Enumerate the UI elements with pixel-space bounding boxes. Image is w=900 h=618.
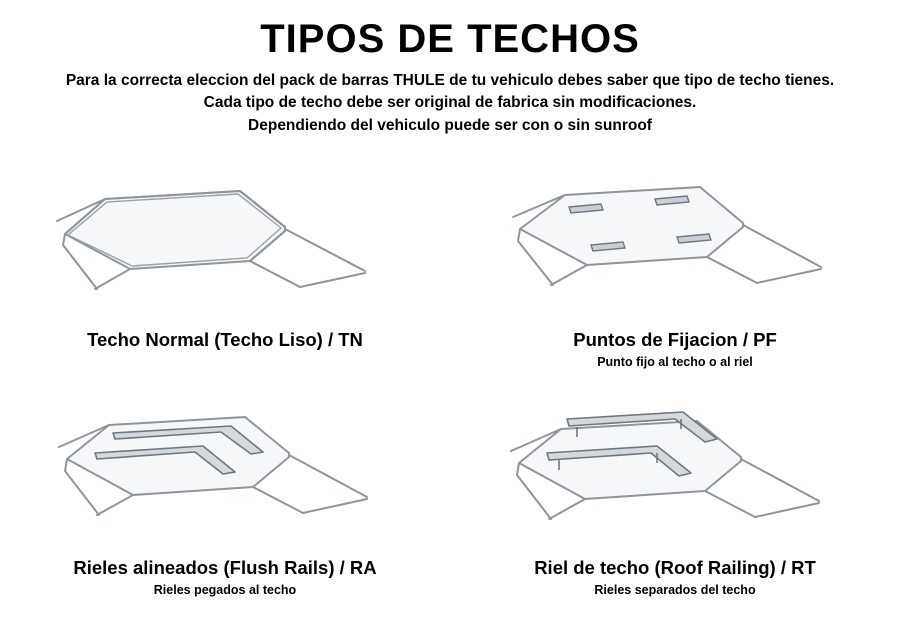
roof-type-card-pf	[450, 163, 900, 383]
car-roof-fixpoints-icon	[485, 169, 865, 319]
roof-types-infographic	[0, 18, 900, 618]
page-subtitle	[30, 70, 870, 137]
car-roof-flush-rails-icon	[35, 397, 415, 547]
roof-type-card-ra	[0, 383, 450, 603]
roof-type-card-rt	[450, 383, 900, 603]
subtitle-line-1: Para la correcta eleccion del pack de barras THULE de tu vehiculo debes saber que tipo de techo tienes.	[65, 72, 835, 89]
roof-type-card-tn	[0, 163, 450, 383]
card-note-pf: Punto fijo al techo o al riel	[597, 355, 753, 369]
card-caption-ra: Rieles alineados (Flush Rails) / RA	[73, 557, 377, 578]
car-roof-raised-railing-icon	[485, 397, 865, 547]
page-title: TIPOS DE TECHOS	[260, 17, 640, 61]
card-note-rt: Rieles separados del techo	[594, 583, 756, 597]
card-caption-pf: Puntos de Fijacion / PF	[573, 329, 777, 350]
card-note-ra: Rieles pegados al techo	[153, 583, 297, 597]
card-caption-rt: Riel de techo (Roof Railing) / RT	[534, 557, 816, 578]
subtitle-line-2: Cada tipo de techo debe ser original de fabrica sin modificaciones.	[203, 94, 697, 112]
card-caption-tn: Techo Normal (Techo Liso) / TN	[87, 329, 363, 350]
car-roof-plain-icon	[35, 169, 415, 319]
roof-type-grid	[0, 163, 900, 603]
subtitle-line-3: Dependiendo del vehiculo puede ser con o sin sunroof	[248, 116, 652, 134]
